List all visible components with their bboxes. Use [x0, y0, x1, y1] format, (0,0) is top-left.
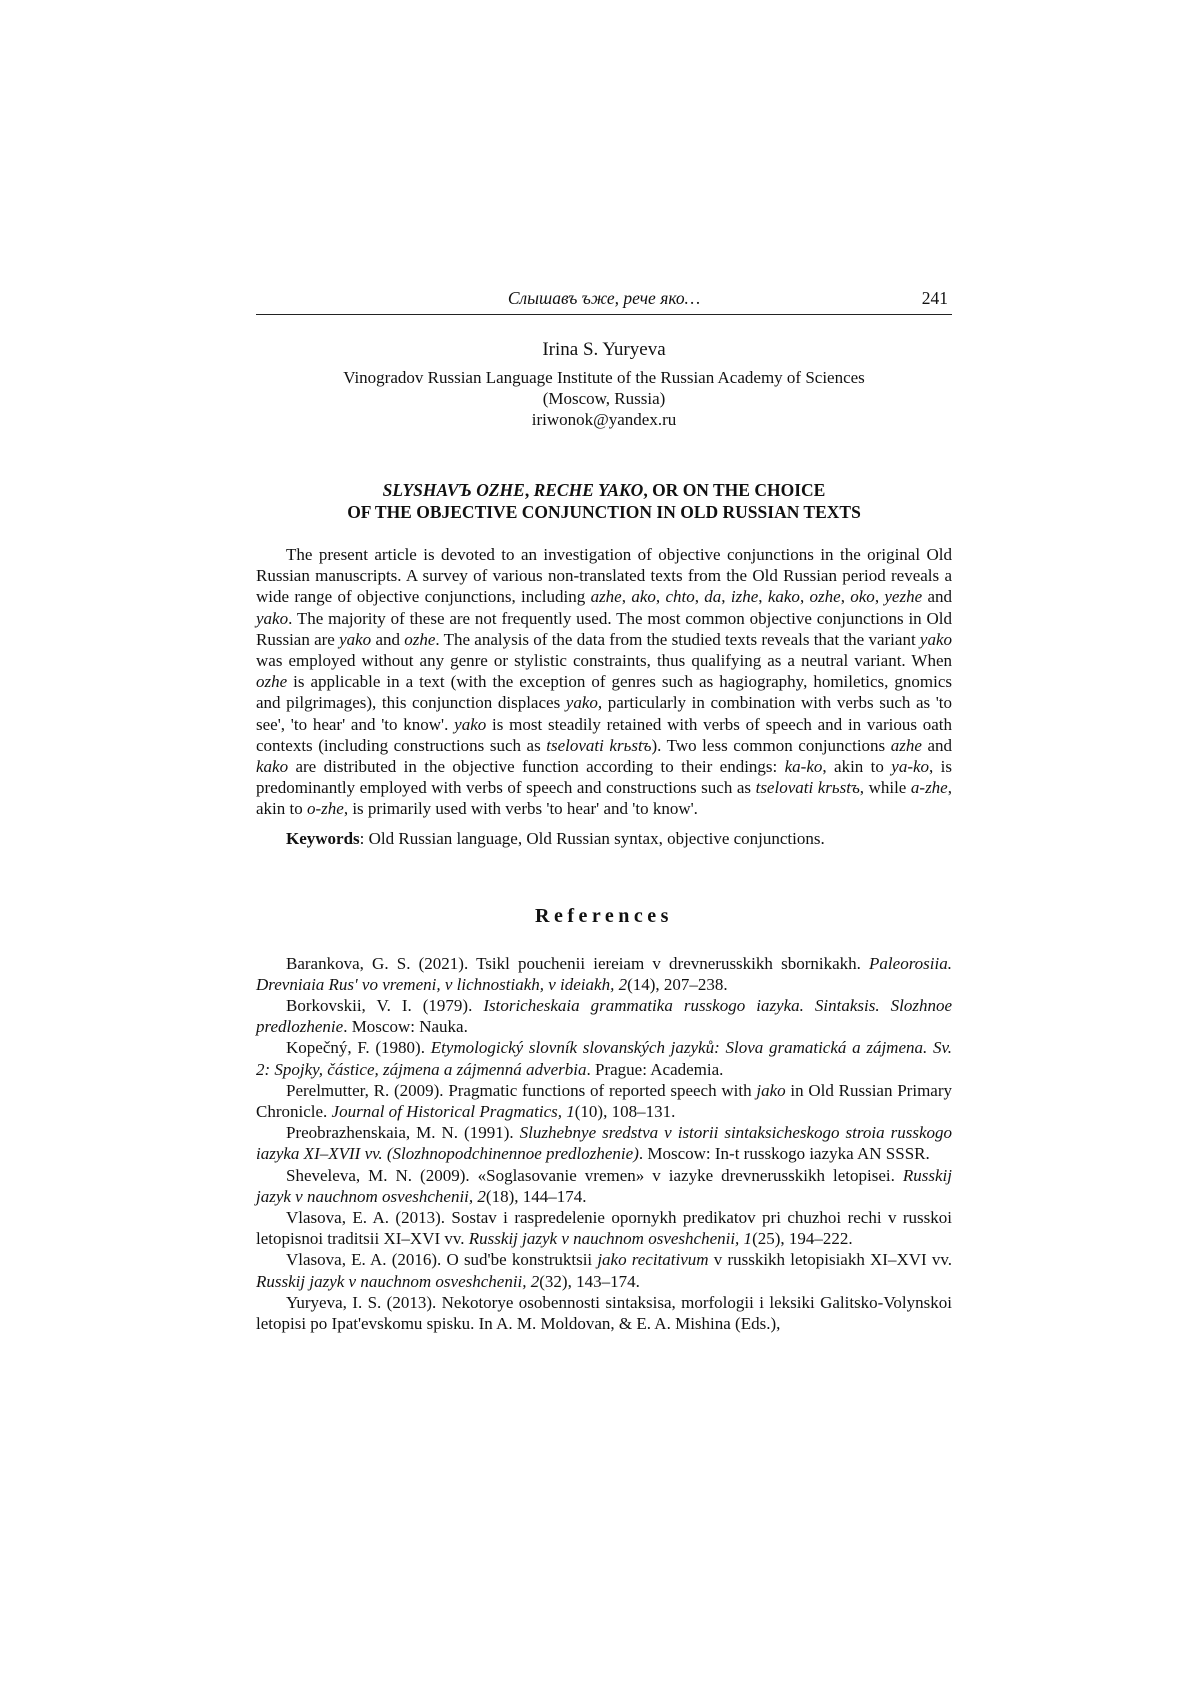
reference-item: Kopečný, F. (1980). Etymologický slovník slovanských jazyků: Slova gramatická a zájmena. Sv. 2: Spojky, částice, zájmena a zájmenná adverbia. Prague: Academia. [256, 1038, 952, 1079]
article-title [256, 479, 952, 523]
reference-item: Sheveleva, M. N. (2009). «Soglasovanie vremen» v iazyke drevnerusskikh letopisei. Russkij jazyk v nauchnom osveshchenii, 2(18), 144–174. [256, 1165, 952, 1206]
author-affiliation: Vinogradov Russian Language Institute of the Russian Academy of Sciences [343, 368, 865, 387]
references-heading: References [535, 904, 673, 927]
reference-item: Vlasova, E. A. (2013). Sostav i raspredelenie opornykh predikatov pri chuzhoi rechi v russkoi letopisnoi traditsii XI–XVI vv. Russkij jazyk v nauchnom osveshchenii, 1(25), 194–222. [256, 1208, 952, 1249]
reference-item: Borkovskii, V. I. (1979). Istoricheskaia grammatika russkogo iazyka. Sintaksis. Slozhnoe predlozhenie. Moscow: Nauka. [256, 996, 952, 1037]
reference-item: Barankova, G. S. (2021). Tsikl pouchenii iereiam v drevnerusskikh sbornikakh. Paleorosiia. Drevniaia Rus' vo vremeni, v lichnostiakh, v ideiakh, 2(14), 207–238. [256, 953, 952, 994]
title-italic-2: RECHE YAKO [533, 480, 644, 500]
author-name: Irina S. Yuryeva [542, 339, 666, 360]
keywords [256, 828, 952, 849]
author-email: iriwonok@yandex.ru [531, 410, 677, 429]
author-location: (Moscow, Russia) [542, 389, 666, 408]
article-title-line-1 [256, 479, 952, 501]
title-sep: , [524, 480, 534, 500]
reference-item: Perelmutter, R. (2009). Pragmatic functions of reported speech with jako in Old Russian Primary Chronicle. Journal of Historical Pragmatics, 1(10), 108–131. [256, 1080, 952, 1122]
page-number: 241 [921, 288, 948, 308]
abstract [256, 544, 952, 820]
reference-item: Yuryeva, I. S. (2013). Nekotorye osobennosti sintaksisa, morfologii i leksiki Galitsko-Volynskoi letopisi po Ipat'evskomu spisku. In A. M. Moldovan, & E. A. Mishina (Eds.), [256, 1292, 952, 1334]
keywords-text: : Old Russian language, Old Russian syntax, objective conjunctions. [359, 828, 825, 848]
reference-item: Vlasova, E. A. (2016). O sud'be konstruktsii jako recitativum v russkikh letopisiakh XI–XVI vv. Russkij jazyk v nauchnom osveshchenii, 2(32), 143–174. [256, 1250, 953, 1291]
running-title: Слышавъ ъже, рече яко… [507, 288, 701, 308]
article-title-line-2: OF THE OBJECTIVE CONJUNCTION IN OLD RUSSIAN TEXTS [347, 502, 861, 522]
keywords-label: Keywords [286, 828, 360, 848]
title-line1-rest: , OR ON THE CHOICE [643, 480, 826, 500]
references-list [256, 953, 952, 1335]
journal-page [256, 284, 952, 1334]
running-head [256, 284, 952, 315]
title-italic-1: SLYSHAVЪ OZHE [382, 480, 525, 500]
author-affiliation-block [256, 367, 952, 430]
reference-item: Preobrazhenskaia, M. N. (1991). Sluzhebnye sredstva v istorii sintaksicheskogo stroia russkogo iazyka XI–XVII vv. (Slozhnopodchinennoe predlozhenie). Moscow: In-t russkogo iazyka AN SSSR. [256, 1123, 952, 1164]
abstract-paragraph: The present article is devoted to an investigation of objective conjunctions in the original Old Russian manuscripts. A survey of various non-translated texts from the Old Russian period reveals a wide range of objective conjunctions, including azhe, ako, chto, da, izhe, kako, ozhe, oko, yezhe and yako. The majority of these are not frequently used. The most common objective conjunctions in Old Russian are yako and ozhe. The analysis of the data from the studied texts reveals that the variant yako was employed without any genre or stylistic constraints, thus qualifying as a neutral variant. When ozhe is applicable in a text (with the exception of genres such as hagiography, homiletics, gnomics and pilgrimages), this conjunction displaces yako, particularly in combination with verbs such as 'to see', 'to hear' and 'to know'. yako is most steadily retained with verbs of speech and in various oath contexts (including constructions such as tselovati krьstъ). Two less common conjunctions azhe and kako are distributed in the objective function according to their endings: ka-ko, akin to ya-ko, is predominantly employed with verbs of speech and constructions such as tselovati krьstъ, while a-zhe, akin to o-zhe, is primarily used with verbs 'to hear' and 'to know'. [256, 545, 953, 819]
